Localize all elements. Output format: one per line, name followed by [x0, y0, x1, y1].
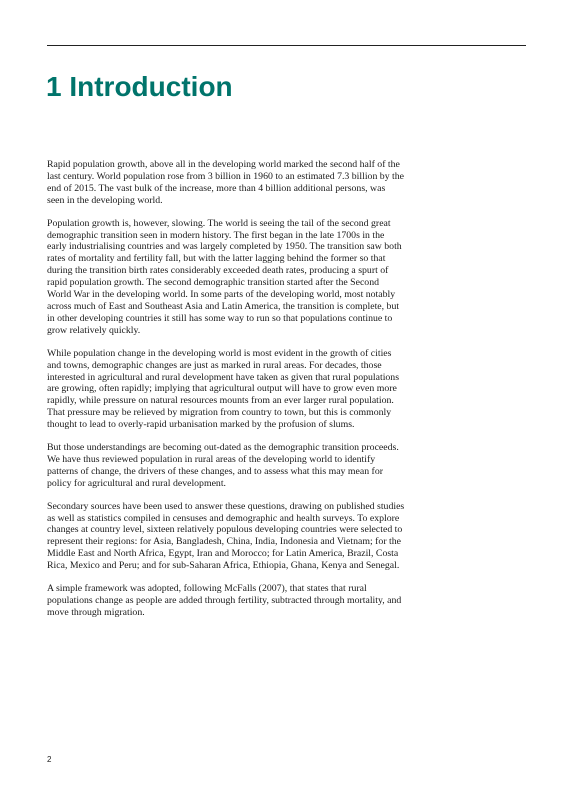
paragraph-4: But those understandings are becoming out-dated as the demographic transition proceeds. We have thus reviewed population in rural areas of the developing world to identify patterns of change, the drivers of these changes, and to assess what this may mean for policy for agricultural and rural development.	[47, 442, 399, 489]
paragraph-2: Population growth is, however, slowing. The world is seeing the tail of the second great demographic transition seen in modern history. The first began in the late 1700s in the early industrialising countries and was largely completed by 1950. The transition saw both rates of mortality and fertility fall, but with the latter lagging behind the former so that during the transition birth rates considerably exceeded death rates, producing a spurt of rapid population growth. The second demographic transition started after the Second World War in the developing world. In some parts of the developing world, most notably across much of East and Southeast Asia and Latin America, the transition is complete, but in other developing countries it still has some way to run so that populations continue to grow relatively quickly.	[47, 217, 402, 336]
page-title: 1 Introduction	[46, 71, 233, 102]
paragraph-6: A simple framework was adopted, following McFalls (2007), that states that rural populations change as people are added through fertility, subtracted through mortality, and move through migration.	[47, 583, 402, 618]
paragraph-1: Rapid population growth, above all in the developing world marked the second half of the last century. World population rose from 3 billion in 1960 to an estimated 7.3 billion by the end of 2015. The vast bulk of the increase, more than 4 billion additional persons, was seen in the developing world.	[47, 159, 405, 206]
paragraph-3: While population change in the developing world is most evident in the growth of cities and towns, demographic changes are just as marked in rural areas. For decades, those interested in agricultural and rural development have taken as given that rural populations are growing, often rapidly; implying that agricultural output will have to grow even more rapidly, while pressure on natural resources mounts from an ever larger rural population. That pressure may be relieved by migration from country to town, but this is commonly thought to lead to overly-rapid urbanisation marked by the profusion of slums.	[47, 347, 400, 431]
paragraph-5: Secondary sources have been used to answer these questions, drawing on published studies as well as statistics compiled in censuses and demographic and health surveys. To explore changes at country level, sixteen relatively populous developing countries were selected to represent their regions: for Asia, Bangladesh, China, India, Indonesia and Vietnam; for the Middle East and North Africa, Egypt, Iran and Morocco; for Latin America, Brazil, Costa Rica, Mexico and Peru; and for sub-Saharan Africa, Ethiopia, Ghana, Kenya and Senegal.	[47, 500, 405, 572]
top-rule	[47, 45, 526, 46]
page-number: 2	[47, 755, 52, 764]
body-text	[47, 159, 405, 630]
